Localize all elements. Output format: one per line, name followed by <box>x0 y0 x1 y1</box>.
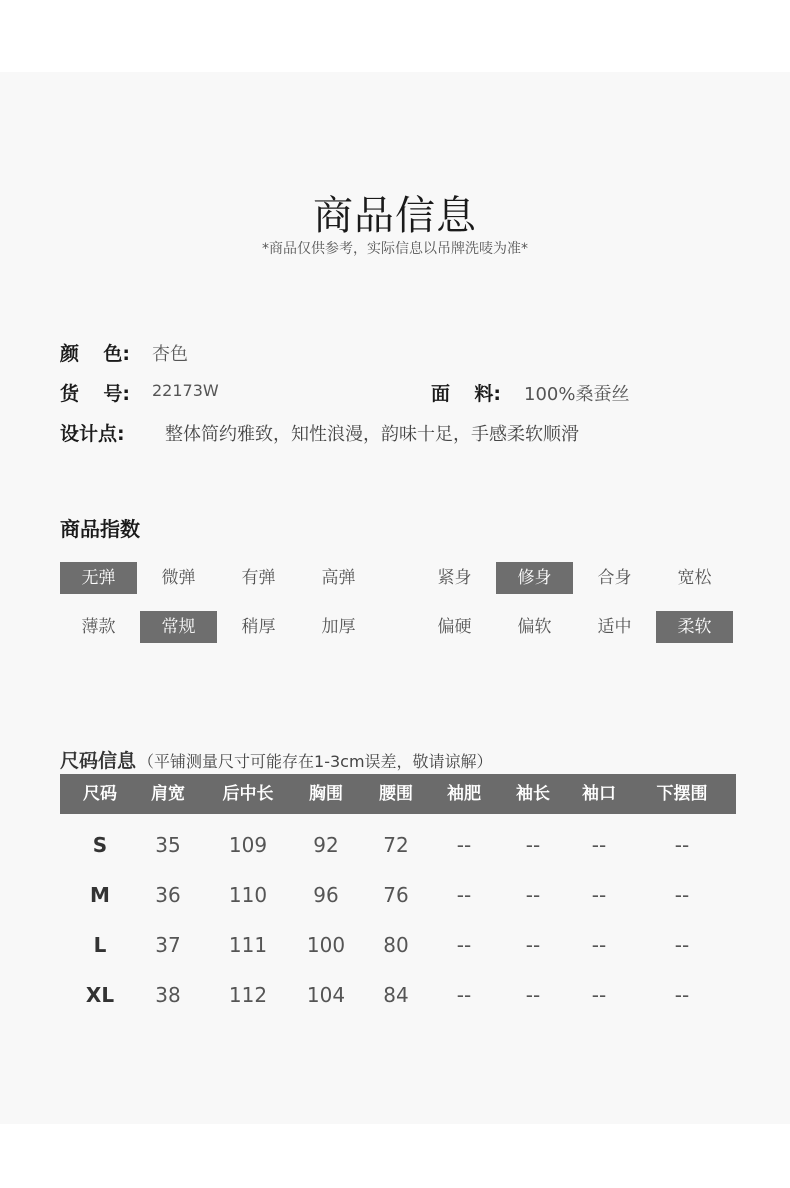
size-label-cell: M <box>90 883 110 907</box>
table-cell: -- <box>525 983 541 1007</box>
color-label-char: 颜 <box>60 343 80 365</box>
table-cell: -- <box>591 833 607 857</box>
color-label <box>60 339 130 366</box>
table-row <box>60 970 736 1020</box>
table-row <box>60 870 736 920</box>
index-option: 合身 <box>597 568 632 588</box>
index-option: 柔软 <box>656 611 733 643</box>
table-cell: -- <box>525 833 541 857</box>
index-option: 修身 <box>496 562 573 594</box>
index-option: 偏硬 <box>437 617 472 637</box>
size-label-cell: S <box>92 833 108 857</box>
table-cell: -- <box>674 933 690 957</box>
table-cell: 96 <box>313 883 339 907</box>
design-value: 整体简约雅致，知性浪漫，韵味十足，手感柔软顺滑 <box>165 424 579 445</box>
table-cell: -- <box>456 983 472 1007</box>
index-option: 高弹 <box>321 568 356 588</box>
table-cell: -- <box>591 983 607 1007</box>
size-label-cell: L <box>93 933 107 957</box>
table-cell: 36 <box>155 883 181 907</box>
size-table-header <box>60 774 736 814</box>
index-option: 宽松 <box>677 568 712 588</box>
table-cell: 104 <box>306 983 346 1007</box>
table-cell: 38 <box>155 983 181 1007</box>
table-header-cell: 袖长 <box>516 784 550 804</box>
table-cell: -- <box>525 883 541 907</box>
table-cell: 112 <box>228 983 268 1007</box>
table-cell: 84 <box>383 983 409 1007</box>
table-row <box>60 920 736 970</box>
table-row <box>60 820 736 870</box>
sku-label-char: 货 <box>60 383 80 405</box>
table-header-cell: 尺码 <box>83 784 117 804</box>
fabric-label-char: 面 <box>431 383 451 405</box>
design-label: 设计点: <box>60 423 125 445</box>
color-value: 杏色 <box>152 344 188 365</box>
sku-value: 22173W <box>152 381 219 400</box>
index-option: 加厚 <box>321 617 356 637</box>
sku-label <box>60 379 130 406</box>
fabric-label <box>431 379 501 406</box>
table-cell: 92 <box>313 833 339 857</box>
table-cell: 111 <box>228 933 268 957</box>
table-cell: 80 <box>383 933 409 957</box>
table-cell: -- <box>674 883 690 907</box>
index-option: 稍厚 <box>241 617 276 637</box>
table-cell: -- <box>674 983 690 1007</box>
index-option: 适中 <box>597 617 632 637</box>
table-cell: 110 <box>228 883 268 907</box>
fabric-value: 100%桑蚕丝 <box>524 384 630 405</box>
table-header-cell: 下摆围 <box>656 784 708 804</box>
table-cell: 76 <box>383 883 409 907</box>
table-cell: 37 <box>155 933 181 957</box>
page-subtitle: *商品仅供参考，实际信息以吊牌洗唛为准* <box>262 241 528 257</box>
index-option: 微弹 <box>161 568 196 588</box>
size-note: （平铺测量尺寸可能存在1-3cm误差，敬请谅解） <box>138 752 493 771</box>
index-option: 无弹 <box>60 562 137 594</box>
table-header-cell: 袖肥 <box>447 784 481 804</box>
table-cell: 109 <box>228 833 268 857</box>
size-table-title <box>60 746 493 773</box>
index-option: 紧身 <box>437 568 472 588</box>
sku-label-char: 号: <box>103 383 130 405</box>
color-label-char: 色: <box>103 343 130 365</box>
index-option: 常规 <box>140 611 217 643</box>
table-cell: 72 <box>383 833 409 857</box>
index-option: 偏软 <box>517 617 552 637</box>
table-header-cell: 腰围 <box>379 784 413 804</box>
index-option: 薄款 <box>81 617 116 637</box>
table-cell: -- <box>525 933 541 957</box>
table-cell: -- <box>456 833 472 857</box>
table-cell: -- <box>456 933 472 957</box>
table-header-cell: 袖口 <box>582 784 616 804</box>
table-cell: -- <box>674 833 690 857</box>
table-header-cell: 胸围 <box>309 784 343 804</box>
table-header-cell: 后中长 <box>222 784 274 804</box>
table-cell: 100 <box>306 933 346 957</box>
table-cell: 35 <box>155 833 181 857</box>
size-label-cell: XL <box>85 983 115 1007</box>
table-header-cell: 肩宽 <box>151 784 185 804</box>
table-cell: -- <box>456 883 472 907</box>
size-title-text: 尺码信息 <box>60 750 137 772</box>
fabric-label-char: 料: <box>474 383 501 405</box>
page-title: 商品信息 <box>313 193 477 239</box>
index-option: 有弹 <box>241 568 276 588</box>
index-title: 商品指数 <box>60 517 140 541</box>
table-cell: -- <box>591 883 607 907</box>
table-cell: -- <box>591 933 607 957</box>
